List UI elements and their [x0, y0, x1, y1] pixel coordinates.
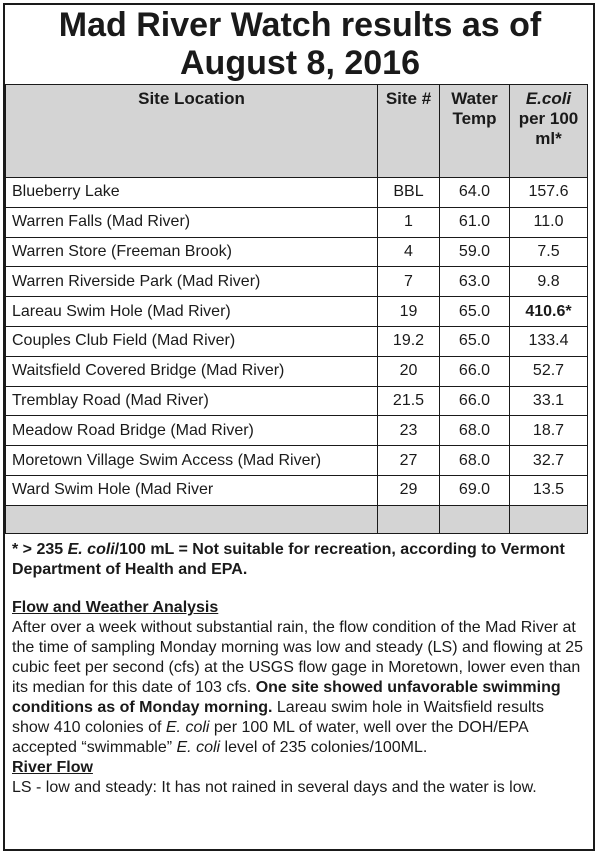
flow-text-1: After over a week without substantial rain, the flow condition of the Mad River at the time of sampling Monday morning was low and steady (LS) and flowing at 25 cubic feet per second (cfs) at the USGS flow gage in Moretown, lower even than its median for this date of 103 cfs.	[12, 619, 583, 696]
flow-ecoli-1: E. coli	[165, 719, 210, 736]
table-body	[6, 178, 588, 534]
header-site-number: Site #	[378, 85, 440, 178]
site-location-cell: Waitsfield Covered Bridge (Mad River)	[6, 356, 378, 386]
header-ecoli	[510, 85, 588, 178]
site-location-cell: Moretown Village Swim Access (Mad River)	[6, 446, 378, 476]
flow-text-4: level of 235 colonies/100ML.	[220, 739, 428, 756]
blank-cell	[510, 505, 588, 533]
site-number-cell: 7	[378, 267, 440, 297]
site-location-cell: Warren Riverside Park (Mad River)	[6, 267, 378, 297]
ecoli-cell: 133.4	[510, 326, 588, 356]
ecoli-cell: 7.5	[510, 237, 588, 267]
site-number-cell: 23	[378, 416, 440, 446]
table-row	[6, 207, 588, 237]
table-row	[6, 237, 588, 267]
header-ecoli-unit: per 100 ml*	[518, 109, 579, 148]
ecoli-cell: 32.7	[510, 446, 588, 476]
ecoli-cell: 157.6	[510, 178, 588, 208]
site-number-cell: 27	[378, 446, 440, 476]
blank-cell	[6, 505, 378, 533]
table-row	[6, 416, 588, 446]
table-row	[6, 475, 588, 505]
site-number-cell: 4	[378, 237, 440, 267]
table-row	[6, 267, 588, 297]
flow-analysis-heading: Flow and Weather Analysis	[12, 599, 219, 616]
ecoli-cell: 18.7	[510, 416, 588, 446]
table-row	[6, 446, 588, 476]
flow-text-2: Lareau swim hole in Waitsfield results show 410 colonies of	[12, 699, 544, 736]
water-temp-cell: 63.0	[440, 267, 510, 297]
table-row	[6, 326, 588, 356]
water-temp-cell: 59.0	[440, 237, 510, 267]
site-location-cell: Tremblay Road (Mad River)	[6, 386, 378, 416]
blank-cell	[440, 505, 510, 533]
ecoli-cell: 13.5	[510, 475, 588, 505]
page-title: Mad River Watch results as of August 8, 2016	[58, 6, 542, 82]
site-location-cell: Meadow Road Bridge (Mad River)	[6, 416, 378, 446]
table-row	[6, 386, 588, 416]
table-row	[6, 356, 588, 386]
table-row	[6, 297, 588, 327]
site-number-cell: 29	[378, 475, 440, 505]
water-temp-cell: 65.0	[440, 297, 510, 327]
water-temp-cell: 69.0	[440, 475, 510, 505]
blank-cell	[378, 505, 440, 533]
note-suffix: /100 mL = Not suitable for recreation, according to Vermont Department of Health and EPA.	[12, 541, 565, 578]
site-location-cell: Couples Club Field (Mad River)	[6, 326, 378, 356]
header-ecoli-label: E.coli	[525, 89, 572, 108]
table-row	[6, 178, 588, 208]
water-temp-cell: 66.0	[440, 356, 510, 386]
ecoli-cell: 9.8	[510, 267, 588, 297]
site-number-cell: BBL	[378, 178, 440, 208]
flow-bold: One site showed unfavorable swimming conditions as of Monday morning.	[12, 679, 561, 716]
site-location-cell: Warren Falls (Mad River)	[6, 207, 378, 237]
note-ecoli: E. coli	[67, 541, 115, 558]
ecoli-cell: 33.1	[510, 386, 588, 416]
site-number-cell: 19	[378, 297, 440, 327]
table-header-row	[6, 85, 588, 178]
header-water-temp: Water Temp	[440, 85, 510, 178]
water-temp-cell: 66.0	[440, 386, 510, 416]
site-number-cell: 19.2	[378, 326, 440, 356]
site-location-cell: Lareau Swim Hole (Mad River)	[6, 297, 378, 327]
water-temp-cell: 64.0	[440, 178, 510, 208]
flow-text-3: per 100 ML of water, well over the DOH/EPA accepted “swimmable”	[12, 719, 528, 756]
site-location-cell: Warren Store (Freeman Brook)	[6, 237, 378, 267]
water-temp-cell: 61.0	[440, 207, 510, 237]
site-number-cell: 20	[378, 356, 440, 386]
water-temp-cell: 68.0	[440, 416, 510, 446]
results-table	[5, 84, 588, 534]
flow-analysis-paragraph	[12, 618, 584, 758]
water-temp-cell: 65.0	[440, 326, 510, 356]
site-number-cell: 21.5	[378, 386, 440, 416]
recreation-note	[12, 540, 584, 580]
site-location-cell: Blueberry Lake	[6, 178, 378, 208]
flow-ecoli-2: E. coli	[176, 739, 221, 756]
ecoli-cell: 11.0	[510, 207, 588, 237]
site-number-cell: 1	[378, 207, 440, 237]
footer-text	[12, 540, 584, 798]
river-flow-heading: River Flow	[12, 759, 93, 776]
river-flow-text: LS - low and steady: It has not rained in several days and the water is low.	[12, 779, 537, 796]
header-site-location: Site Location	[6, 85, 378, 178]
table-blank-row	[6, 505, 588, 533]
note-prefix: * > 235	[12, 541, 68, 558]
ecoli-cell: 410.6*	[510, 297, 588, 327]
water-temp-cell: 68.0	[440, 446, 510, 476]
ecoli-cell: 52.7	[510, 356, 588, 386]
site-location-cell: Ward Swim Hole (Mad River	[6, 475, 378, 505]
